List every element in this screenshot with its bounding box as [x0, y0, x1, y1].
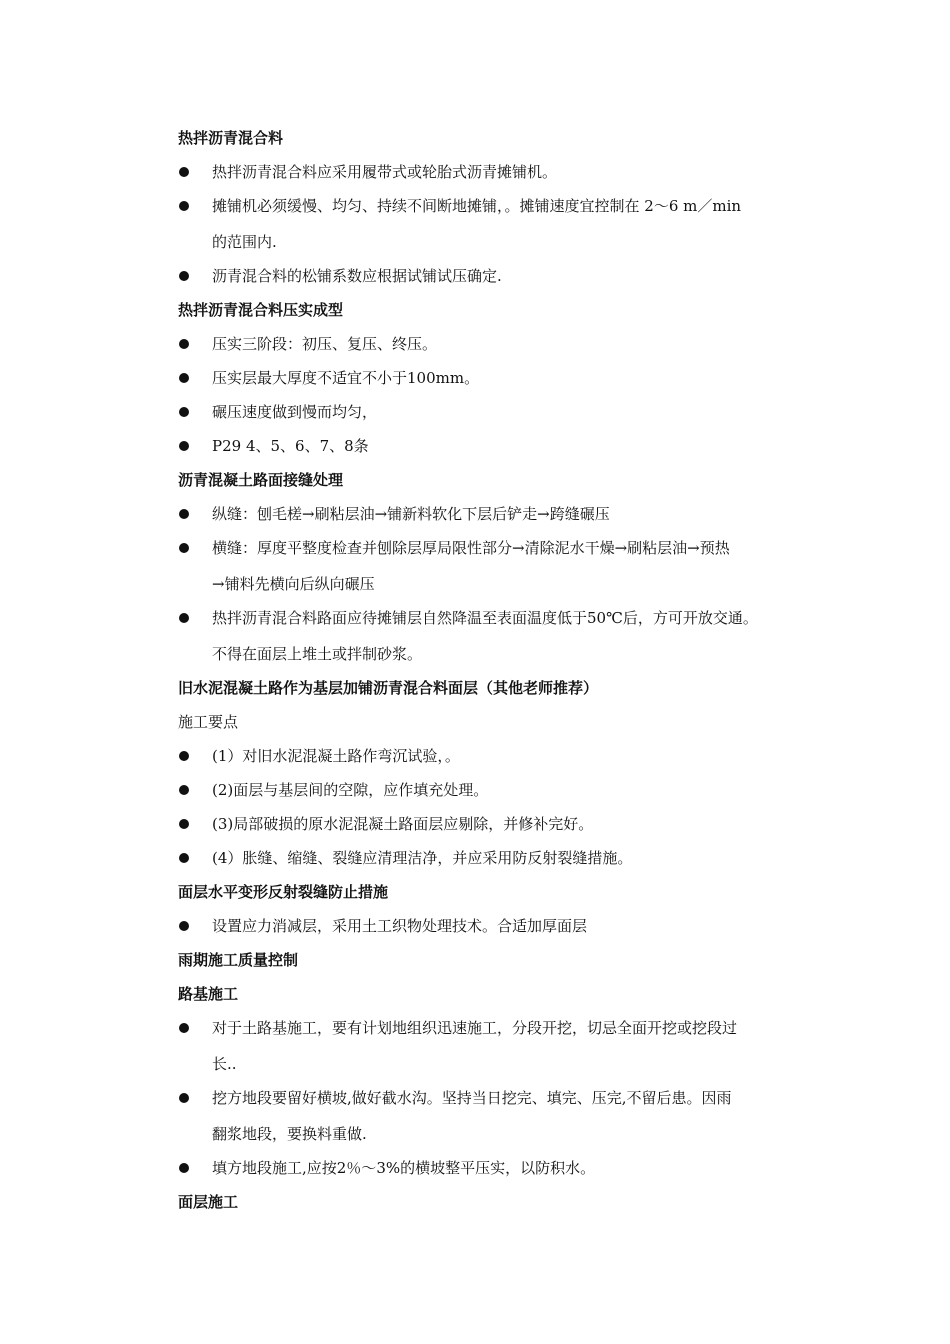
bullet-text: 对于土路基施工，要有计划地组织迅速施工，分段开挖，切忌全面开挖或挖段过: [212, 1019, 738, 1037]
bullet-item: [178, 841, 828, 875]
bullet-dot-icon: [179, 543, 189, 553]
bullet-text-continued: 翻浆地段，要换料重做.: [212, 1125, 367, 1143]
bullet-text: 设置应力消减层，采用土工织物处理技术。合适加厚面层: [212, 917, 588, 935]
section-heading: 热拌沥青混合料: [178, 129, 284, 147]
bullet-text: (2)面层与基层间的空隙，应作填充处理。: [212, 781, 489, 799]
bullet-dot-icon: [179, 785, 189, 795]
bullet-item: [178, 361, 828, 395]
bullet-text: 填方地段施工,应按2％～3%的横坡整平压实，以防积水。: [212, 1159, 596, 1177]
section-heading: 旧水泥混凝土路作为基层加铺沥青混合料面层（其他老师推荐）: [178, 679, 599, 697]
bullet-item: [178, 807, 828, 841]
bullet-dot-icon: [179, 819, 189, 829]
bullet-item: [178, 1081, 828, 1151]
bullet-text: (4）胀缝、缩缝、裂缝应清理洁净，并应采用防反射裂缝措施。: [212, 849, 633, 867]
bullet-item: [178, 531, 828, 601]
bullet-dot-icon: [179, 921, 189, 931]
bullet-dot-icon: [179, 613, 189, 623]
bullet-dot-icon: [179, 339, 189, 349]
bullet-text-continued: 不得在面层上堆土或拌制砂浆。: [212, 645, 423, 663]
bullet-text: P29 4、5、6、7、8条: [212, 437, 369, 455]
bullet-dot-icon: [179, 167, 189, 177]
paragraph-text: 施工要点: [178, 713, 239, 731]
section-heading: 热拌沥青混合料压实成型: [178, 301, 344, 319]
bullet-item: [178, 1011, 828, 1081]
bullet-text: 压实三阶段：初压、复压、终压。: [212, 335, 438, 353]
bullet-text: 热拌沥青混合料应采用履带式或轮胎式沥青摊铺机。: [212, 163, 558, 181]
bullet-dot-icon: [179, 853, 189, 863]
bullet-text: 横缝：厚度平整度检查并刨除层厚局限性部分→清除泥水干燥→刷粘层油→预热: [212, 539, 730, 557]
bullet-item: [178, 259, 828, 293]
bullet-dot-icon: [179, 373, 189, 383]
bullet-item: [178, 739, 828, 773]
bullet-dot-icon: [179, 751, 189, 761]
bullet-item: [178, 601, 828, 671]
bullet-text: 压实层最大厚度不适宜不小于100mm。: [212, 369, 480, 387]
bullet-item: [178, 773, 828, 807]
bullet-text-continued: 长..: [212, 1055, 237, 1073]
bullet-dot-icon: [179, 1163, 189, 1173]
bullet-dot-icon: [179, 509, 189, 519]
bullet-text: (3)局部破损的原水泥混凝土路面层应剔除，并修补完好。: [212, 815, 594, 833]
section-heading: 沥青混凝土路面接缝处理: [178, 471, 344, 489]
bullet-text: 纵缝：刨毛槎→刷粘层油→铺新料软化下层后铲走→跨缝碾压: [212, 505, 610, 523]
bullet-text: 沥青混合料的松铺系数应根据试铺试压确定.: [212, 267, 502, 285]
section-heading: 路基施工: [178, 985, 239, 1003]
section-heading: 面层水平变形反射裂缝防止措施: [178, 883, 389, 901]
bullet-item: [178, 909, 828, 943]
bullet-item: [178, 497, 828, 531]
bullet-item: [178, 189, 828, 259]
bullet-item: [178, 327, 828, 361]
bullet-dot-icon: [179, 441, 189, 451]
bullet-text: 热拌沥青混合料路面应待摊铺层自然降温至表面温度低于50℃后，方可开放交通。: [212, 609, 758, 627]
section-heading: 面层施工: [178, 1193, 239, 1211]
bullet-dot-icon: [179, 271, 189, 281]
bullet-dot-icon: [179, 1093, 189, 1103]
bullet-item: [178, 429, 828, 463]
bullet-text: (1）对旧水泥混凝土路作弯沉试验，。: [212, 747, 460, 765]
bullet-item: [178, 1151, 828, 1185]
bullet-dot-icon: [179, 1023, 189, 1033]
bullet-text-continued: 的范围内.: [212, 233, 277, 251]
bullet-text: 挖方地段要留好横坡,做好截水沟。坚持当日挖完、填完、压完,不留后患。因雨: [212, 1089, 732, 1107]
bullet-item: [178, 395, 828, 429]
bullet-text: 碾压速度做到慢而均匀，: [212, 403, 378, 421]
section-heading: 雨期施工质量控制: [178, 951, 299, 969]
bullet-text-continued: →铺料先横向后纵向碾压: [212, 575, 375, 593]
bullet-dot-icon: [179, 407, 189, 417]
bullet-text: 摊铺机必须缓慢、均匀、持续不间断地摊铺，。摊铺速度宜控制在 2～6 m／min: [212, 197, 742, 215]
document-content: [178, 121, 828, 1219]
bullet-dot-icon: [179, 201, 189, 211]
bullet-item: [178, 155, 828, 189]
